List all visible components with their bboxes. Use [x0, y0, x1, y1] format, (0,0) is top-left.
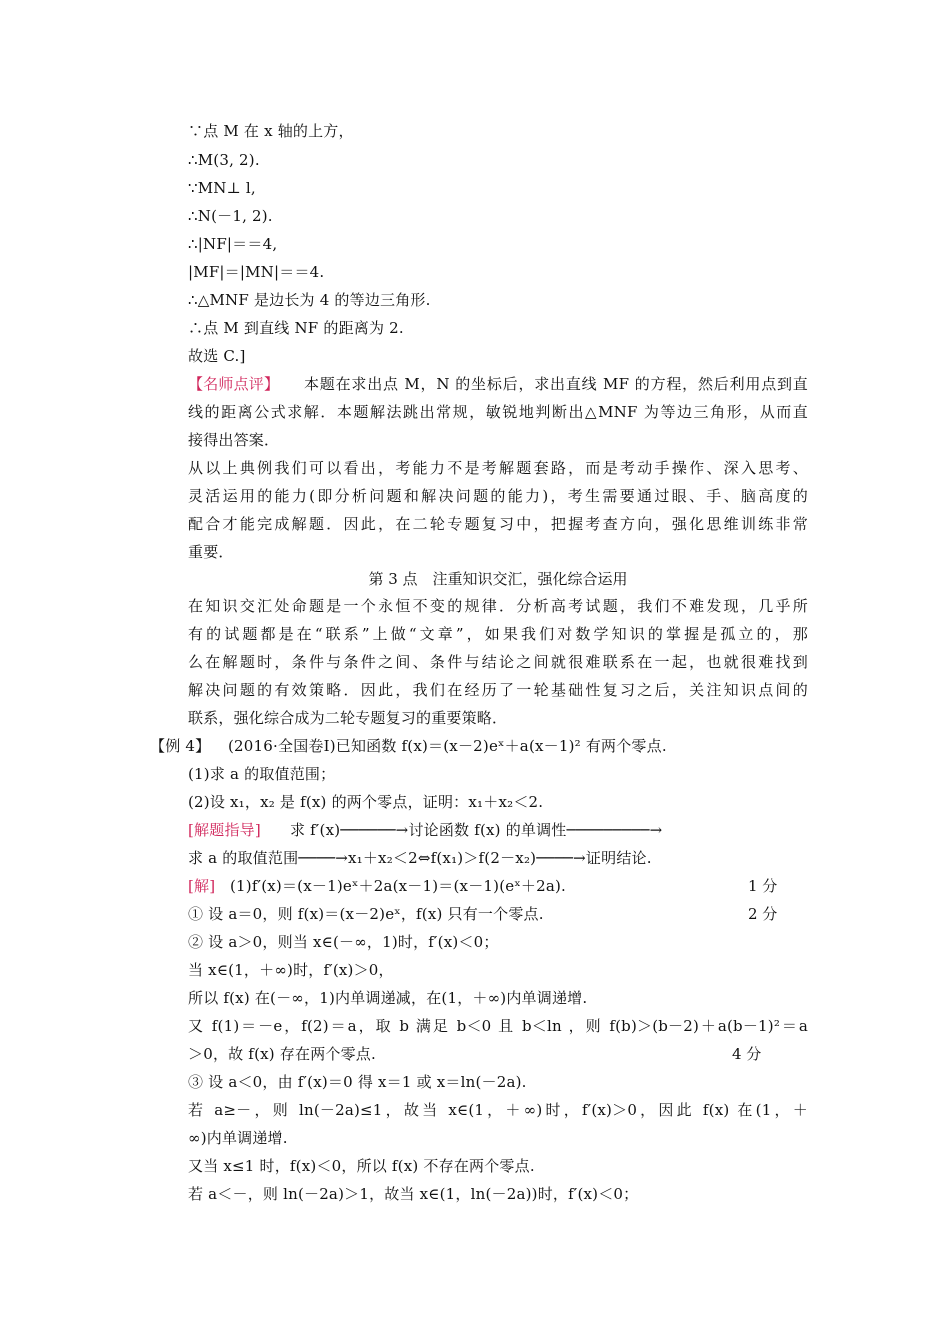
text-line: ∴点 M 到直线 NF 的距离为 2.	[188, 319, 404, 337]
paragraph-line: 解决问题的有效策略．因此，我们在经历了一轮基础性复习之后，关注知识点间的	[188, 681, 808, 699]
solution-line: 若 a≥－，则 ln(－2a)≤1，故当 x∈(1，＋∞)时，f′(x)＞0，因此 f(x) 在(1，＋	[188, 1101, 808, 1119]
text-line: ∵点 M 在 x 轴的上方，	[188, 122, 354, 140]
comment-tag: 【名师点评】	[188, 375, 280, 393]
example-tag: 【例 4】	[150, 737, 211, 755]
solution-line: (1)f′(x)＝(x－1)eˣ＋2a(x－1)＝(x－1)(eˣ＋2a).	[230, 877, 567, 895]
text-line: |MF|＝|MN|＝＝4.	[188, 263, 325, 281]
paragraph-line: 从以上典例我们可以看出，考能力不是考解题套路，而是考动手操作、深入思考、	[188, 459, 808, 477]
solution-line: 当 x∈(1，＋∞)时，f′(x)＞0，	[188, 961, 394, 979]
solution-line: ① 设 a＝0，则 f(x)＝(x－2)eˣ，f(x) 只有一个零点.	[188, 905, 544, 923]
paragraph-line: 有的试题都是在“联系”上做“文章”，如果我们对数学知识的掌握是孤立的，那	[188, 625, 808, 643]
paragraph-line: 重要．	[188, 543, 234, 561]
guide-text: 求 f′(x)──────→讨论函数 f(x) 的单调性─────────→	[290, 821, 663, 839]
section-heading: 第 3 点 注重知识交汇，强化综合运用	[368, 570, 628, 588]
solution-line: ＞0，故 f(x) 存在两个零点.	[188, 1045, 376, 1063]
solution-line: ② 设 a＞0，则当 x∈(－∞，1)时，f′(x)＜0；	[188, 933, 499, 951]
question-1: (1)求 a 的取值范围；	[188, 765, 336, 783]
solution-tag: [解]	[188, 877, 216, 895]
guide-tag: [解题指导]	[188, 821, 261, 839]
text-line: ∴M(3, 2).	[188, 151, 260, 169]
text-line: ∴N(－1, 2).	[188, 207, 273, 225]
solution-line: 所以 f(x) 在(－∞，1)内单调递减，在(1，＋∞)内单调递增.	[188, 989, 588, 1007]
score-label: 2 分	[748, 905, 778, 923]
comment-text: 线的距离公式求解．本题解法跳出常规，敏锐地判断出△MNF 为等边三角形，从而直	[188, 403, 808, 421]
solution-line: ③ 设 a＜0，由 f′(x)＝0 得 x＝1 或 x＝ln(－2a).	[188, 1073, 527, 1091]
paragraph-line: 么在解题时，条件与条件之间、条件与结论之间就很难联系在一起，也就很难找到	[188, 653, 808, 671]
solution-line: 又 f(1)＝－e，f(2)＝a，取 b 满足 b＜0 且 b＜ln ，则 f(b)＞(b－2)＋a(b－1)²＝a	[188, 1017, 808, 1035]
text-line: ∵MN⊥ l,	[188, 179, 256, 197]
text-line: 故选 C.]	[188, 347, 246, 365]
comment-text: 接得出答案．	[188, 431, 280, 449]
score-label: 1 分	[748, 877, 778, 895]
comment-text: 本题在求出点 M，N 的坐标后，求出直线 MF 的方程，然后利用点到直	[304, 375, 808, 393]
question-2: (2)设 x₁，x₂ 是 f(x) 的两个零点，证明：x₁＋x₂＜2.	[188, 793, 544, 811]
solution-line: 又当 x≤1 时，f(x)＜0，所以 f(x) 不存在两个零点.	[188, 1157, 535, 1175]
solution-line: 若 a＜－，则 ln(－2a)＞1，故当 x∈(1，ln(－2a))时，f′(x)＜0；	[188, 1185, 639, 1203]
guide-text: 求 a 的取值范围────→x₁＋x₂＜2⇔f(x₁)＞f(2－x₂)────→证明结论.	[188, 849, 652, 867]
paragraph-line: 配合才能完成解题．因此，在二轮专题复习中，把握考查方向，强化思维训练非常	[188, 515, 808, 533]
text-line: ∴△MNF 是边长为 4 的等边三角形.	[188, 291, 431, 309]
paragraph-line: 联系，强化综合成为二轮专题复习的重要策略．	[188, 709, 508, 727]
example-text: (2016·全国卷Ⅰ)已知函数 f(x)＝(x－2)eˣ＋a(x－1)² 有两个零点.	[228, 737, 667, 755]
solution-line: ∞)内单调递增.	[188, 1129, 288, 1147]
paragraph-line: 在知识交汇处命题是一个永恒不变的规律．分析高考试题，我们不难发现，几乎所	[188, 597, 808, 615]
paragraph-line: 灵活运用的能力(即分析问题和解决问题的能力)，考生需要通过眼、手、脑高度的	[188, 487, 808, 505]
score-label: 4 分	[732, 1045, 762, 1063]
text-line: ∴|NF|＝＝4,	[188, 235, 278, 253]
